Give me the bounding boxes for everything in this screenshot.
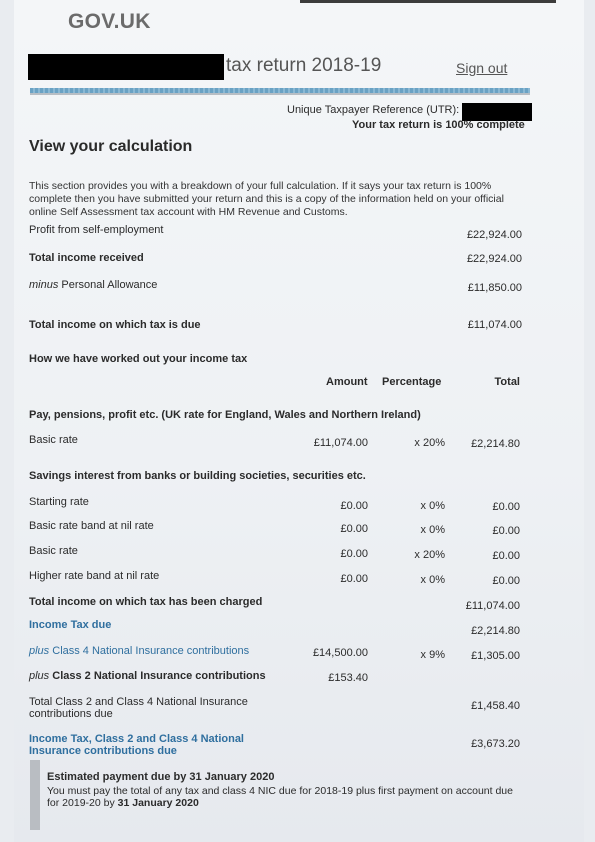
savings-row-amount: £0.00 <box>340 523 368 535</box>
notice-bar <box>30 760 40 830</box>
savings-section-title: Savings interest from banks or building societies, securities etc. <box>29 470 366 482</box>
savings-row-pct: x 0% <box>420 574 445 586</box>
class2-nic-amount: £153.40 <box>328 672 368 684</box>
basic-rate-pct: x 20% <box>414 437 445 449</box>
savings-row-pct: x 0% <box>420 524 445 536</box>
nic-due-value: £1,458.40 <box>471 700 520 712</box>
intro-text: This section provides you with a breakdown of your full calculation. If it says your tax return is 100% complete then you have submitted your return and this is a copy of the information held on your official online Self Assessment tax account with HM Revenue and Customs. <box>29 180 504 218</box>
total-due-value: £3,673.20 <box>471 738 520 750</box>
total-due-label: Income Tax, Class 2 and Class 4 National Insurance contributions due <box>29 733 244 757</box>
utr-label: Unique Taxpayer Reference (UTR): <box>287 104 460 116</box>
payment-text-body: You must pay the total of any tax and class 4 NIC due for 2018-19 plus first payment on account due for 2019-20 by <box>47 785 513 809</box>
payment-text <box>47 785 517 809</box>
income-tax-due-label: Income Tax due <box>29 619 112 631</box>
income-tax-due-value: £2,214.80 <box>471 625 520 637</box>
savings-row-total: £0.00 <box>492 550 520 562</box>
savings-row-label: Basic rate band at nil rate <box>29 520 154 532</box>
top-border <box>300 0 556 3</box>
redacted-name <box>28 54 224 80</box>
class4-nic-text: Class 4 National Insurance contributions <box>49 645 250 657</box>
class4-nic-label <box>29 645 249 657</box>
tax-charged-label: Total income on which tax has been charged <box>29 596 263 608</box>
basic-rate-amount: £11,074.00 <box>313 437 368 449</box>
class2-nic-label <box>29 670 266 682</box>
class2-nic-text: Class 2 National Insurance contributions <box>49 670 266 682</box>
nic-due-label: Total Class 2 and Class 4 National Insurance contributions due <box>29 696 248 720</box>
personal-allowance-label <box>29 279 157 291</box>
taxable-income-label: Total income on which tax is due <box>29 319 201 331</box>
savings-row-amount: £0.00 <box>340 573 368 585</box>
plus-prefix: plus <box>29 670 50 682</box>
payment-date: 31 January 2020 <box>117 797 199 809</box>
calc-section-title: How we have worked out your income tax <box>29 353 248 365</box>
personal-allowance-text: Personal Allowance <box>58 279 158 291</box>
section-heading: View your calculation <box>29 138 193 155</box>
tax-charged-value: £11,074.00 <box>465 600 520 612</box>
minus-prefix: minus <box>29 279 59 291</box>
savings-row-amount: £0.00 <box>340 548 368 560</box>
total-income-label: Total income received <box>29 252 144 264</box>
savings-row-amount: £0.00 <box>340 500 368 512</box>
savings-row-label: Basic rate <box>29 545 78 557</box>
header-rule-shadow <box>30 93 530 95</box>
basic-rate-total: £2,214.80 <box>471 438 520 450</box>
savings-row-label: Starting rate <box>29 496 89 508</box>
personal-allowance-value: £11,850.00 <box>467 282 522 294</box>
profit-value: £22,924.00 <box>466 229 522 241</box>
savings-row-total: £0.00 <box>492 575 520 587</box>
savings-row-pct: x 0% <box>420 500 445 512</box>
savings-row-total: £0.00 <box>492 501 520 513</box>
pay-section-title: Pay, pensions, profit etc. (UK rate for England, Wales and Northern Ireland) <box>29 409 421 421</box>
savings-row-label: Higher rate band at nil rate <box>29 570 160 582</box>
savings-row-total: £0.00 <box>492 525 520 537</box>
basic-rate-label: Basic rate <box>29 434 78 446</box>
col-percentage-header: Percentage <box>382 376 442 388</box>
class4-nic-pct: x 9% <box>420 649 445 661</box>
completion-status: Your tax return is 100% complete <box>352 119 525 131</box>
savings-row-pct: x 20% <box>414 549 445 561</box>
sign-out-link[interactable]: Sign out <box>456 60 508 76</box>
class4-nic-amount: £14,500.00 <box>312 647 368 659</box>
col-total-header: Total <box>494 376 520 388</box>
page-title: tax return 2018-19 <box>226 55 382 76</box>
payment-heading: Estimated payment due by 31 January 2020 <box>47 771 275 783</box>
govuk-logo[interactable]: GOV.UK <box>68 10 151 33</box>
col-amount-header: Amount <box>326 376 368 388</box>
profit-label: Profit from self-employment <box>29 224 164 236</box>
plus-prefix: plus <box>29 645 50 657</box>
total-income-value: £22,924.00 <box>466 253 522 265</box>
class4-nic-total: £1,305.00 <box>471 650 520 662</box>
taxable-income-value: £11,074.00 <box>467 319 522 331</box>
